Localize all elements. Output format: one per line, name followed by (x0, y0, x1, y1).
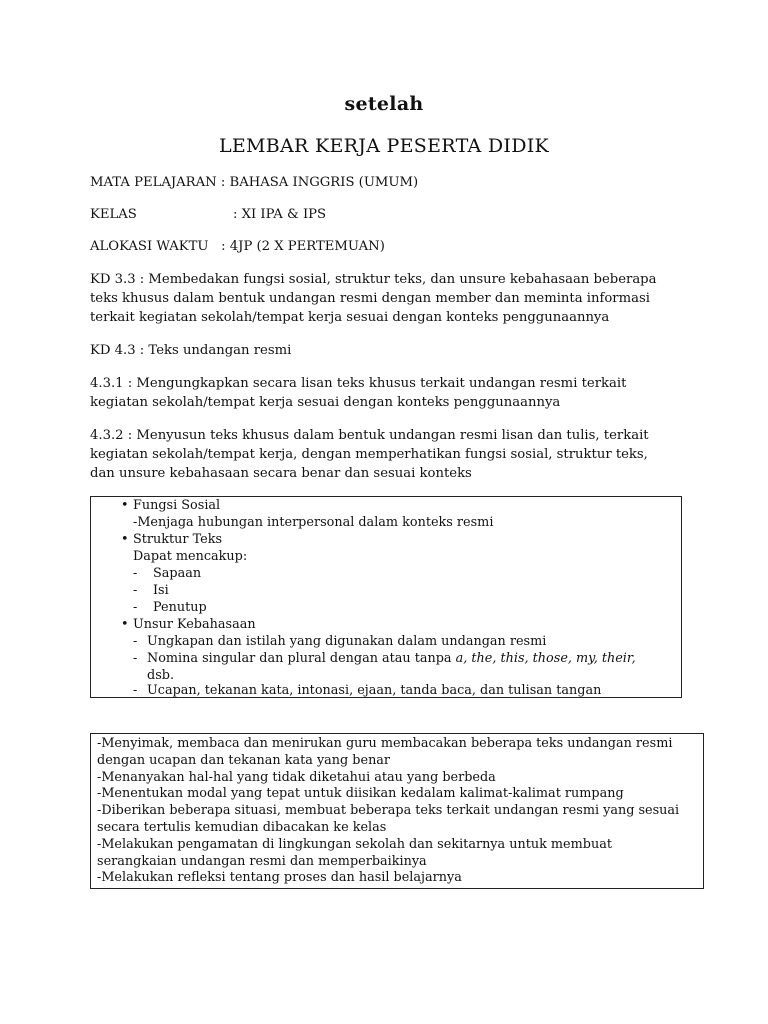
kegiatan-line: -Menentukan modal yang tepat untuk diisikan kedalam kalimat-kalimat rumpang (97, 786, 624, 802)
struktur-teks-desc: Dapat mencakup: (133, 549, 248, 564)
kegiatan-line: -Melakukan refleksi tentang proses dan hasil belajarnya (97, 870, 462, 886)
kelas-line (90, 207, 327, 222)
unsur-item: - Ucapan, tekanan kata, intonasi, ejaan, tanda baca, dan tulisan tangan (133, 683, 602, 698)
kegiatan-line: -Menanyakan hal-hal yang tidak diketahui atau yang berbeda (97, 769, 496, 785)
kegiatan-line: dengan ucapan dan tekanan kata yang benar (97, 752, 391, 768)
indikator-line: kegiatan sekolah/tempat kerja, dengan memperhatikan fungsi sosial, struktur teks, (90, 447, 648, 462)
kelas-value: : XI IPA & IPS (233, 207, 327, 222)
kd-4-3: KD 4.3 : Teks undangan resmi (90, 343, 292, 358)
bullet-icon: • (121, 498, 129, 513)
indikator-4-3-2 (90, 426, 690, 483)
kd-3-3-line: teks khusus dalam bentuk undangan resmi dengan member dan meminta informasi (90, 291, 650, 306)
struktur-item: - Penutup (133, 600, 207, 615)
kelas-label: KELAS (90, 207, 137, 222)
materi-box (90, 496, 682, 698)
kegiatan-line: -Melakukan pengamatan di lingkungan sekolah dan sekitarnya untuk membuat (97, 836, 612, 852)
mata-pelajaran: MATA PELAJARAN : BAHASA INGGRIS (UMUM) (90, 175, 419, 190)
indikator-line: kegiatan sekolah/tempat kerja sesuai dengan konteks penggunaannya (90, 395, 561, 410)
unsur-kebahasaan-item: • Unsur Kebahasaan (121, 617, 256, 632)
kegiatan-line: serangkaian undangan resmi dan memperbaikinya (97, 853, 427, 869)
unsur-item: - Nomina singular dan plural dengan atau tanpa a, the, this, those, my, their, (133, 651, 636, 666)
bullet-icon: • (121, 532, 129, 547)
fungsi-sosial-desc: -Menjaga hubungan interpersonal dalam konteks resmi (133, 515, 494, 530)
kegiatan-box (90, 733, 704, 889)
struktur-item: - Sapaan (133, 566, 202, 581)
indikator-line: 4.3.1 : Mengungkapkan secara lisan teks khusus terkait undangan resmi terkait (90, 376, 627, 391)
document-subtitle: setelah (344, 93, 424, 115)
alokasi-waktu: ALOKASI WAKTU : 4JP (2 X PERTEMUAN) (90, 239, 385, 254)
kegiatan-line: -Diberikan beberapa situasi, membuat beberapa teks terkait undangan resmi yang sesuai (97, 803, 680, 819)
struktur-teks-item: • Struktur Teks (121, 532, 223, 547)
indikator-line: 4.3.2 : Menyusun teks khusus dalam bentuk undangan resmi lisan dan tulis, terkait (90, 428, 649, 443)
kegiatan-line: -Menyimak, membaca dan menirukan guru membacakan beberapa teks undangan resmi (97, 736, 673, 751)
unsur-item-cont: dsb. (147, 668, 175, 683)
unsur-item: - Ungkapan dan istilah yang digunakan dalam undangan resmi (133, 634, 547, 649)
indikator-line: dan unsure kebahasaan secara benar dan sesuai konteks (90, 466, 472, 481)
indikator-4-3-1 (90, 374, 690, 412)
kd-3-3 (90, 270, 690, 327)
document-title: LEMBAR KERJA PESERTA DIDIK (218, 135, 550, 157)
kd-3-3-line: KD 3.3 : Membedakan fungsi sosial, struktur teks, dan unsure kebahasaan beberapa (90, 272, 657, 287)
fungsi-sosial-item: • Fungsi Sosial (121, 498, 221, 513)
kd-3-3-line: terkait kegiatan sekolah/tempat kerja sesuai dengan konteks penggunaannya (90, 310, 610, 325)
struktur-item: - Isi (133, 583, 169, 598)
kegiatan-line: secara tertulis kemudian dibacakan ke kelas (97, 819, 387, 835)
bullet-icon: • (121, 617, 129, 632)
